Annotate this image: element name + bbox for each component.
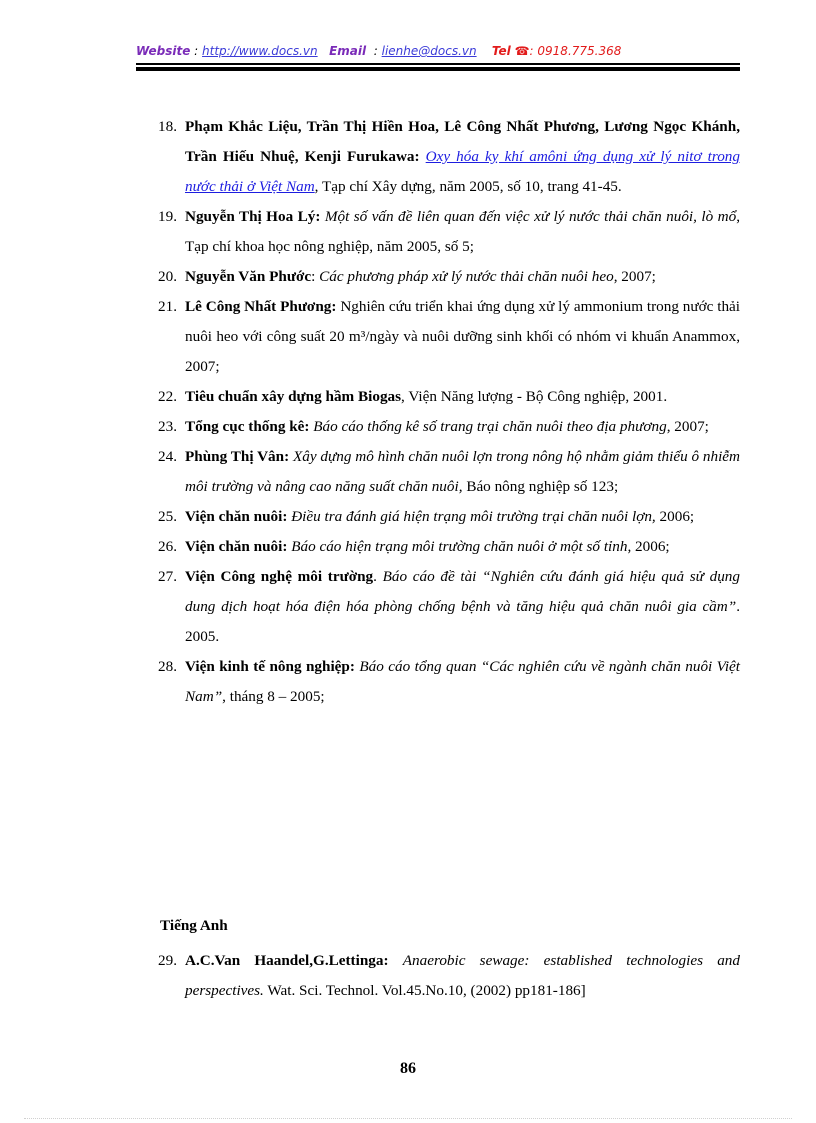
reference-title: Các phương pháp xử lý nước thải chăn nuôi heo [319,268,614,285]
reference-title: Điều tra đánh giá hiện trạng môi trường trại chăn nuôi lợn, [291,508,656,525]
reference-author: Viện chăn nuôi: [185,538,288,555]
reference-details: , 2007; [666,418,709,435]
reference-item [158,292,740,382]
reference-author: Viện Công nghệ môi trường [185,568,374,585]
reference-item [158,946,740,1006]
page-number: 86 [400,1060,416,1077]
reference-number: 19. [158,208,177,225]
reference-item [158,412,740,442]
reference-details: 2006; [635,538,670,555]
reference-title-link[interactable]: Oxy hóa kỵ khí amôni ứng dụng xử lý nitơ trong nước thải ở Việt Nam [185,148,740,195]
reference-title: Một số vấn đề liên quan đến việc xử lý nước thải chăn nuôi, lò mổ [324,208,737,225]
website-separator: : [194,44,199,58]
reference-details: 2006; [659,508,695,525]
reference-details: Wat. Sci. Technol. Vol.45.No.10, (2002) pp181-186] [267,982,586,999]
reference-number: 20. [158,268,177,285]
reference-number: 28. [158,658,177,675]
reference-number: 18. [158,118,177,135]
reference-item [158,262,740,292]
reference-details: , Tạp chí Xây dựng, năm 2005, số 10, trang 41-45. [314,178,622,195]
reference-details: . 2005. [185,598,740,645]
reference-author: Viện chăn nuôi: [185,508,288,525]
reference-title: Báo cáo đề tài “Nghiên cứu đánh giá hiệu quả sử dụng dung dịch hoạt hóa điện hóa phòng chống bệnh và tăng hiệu quả chăn nuôi gia cầm” [185,568,740,615]
email-label: Email [329,44,367,58]
reference-number: 29. [158,952,177,969]
reference-separator: : [311,268,316,285]
reference-author: Viện kinh tế nông nghiệp: [185,658,355,675]
reference-item [158,382,740,412]
reference-title: Báo cáo hiện trạng môi trường chăn nuôi ở một số tỉnh, [291,538,632,555]
reference-list [158,112,740,712]
reference-title: Báo cáo thống kê số trang trại chăn nuôi theo địa phương [313,418,667,435]
reference-number: 25. [158,508,177,525]
header-rule-thin [136,63,740,65]
reference-title: Báo cáo tổng quan “Các nghiên cứu về ngành chăn nuôi Việt Nam” [185,658,741,705]
website-link[interactable]: http://www.docs.vn [202,44,318,58]
phone-number: : 0918.775.368 [529,44,622,58]
reference-details: , tháng 8 – 2005; [222,688,325,705]
page-header [136,44,740,58]
reference-title: Xây dựng mô hình chăn nuôi lợn trong nông hộ nhằm giảm thiểu ô nhiễm môi trường và nâng cao năng suất chăn nuôi, [185,448,741,495]
reference-item [158,502,740,532]
reference-title: Anaerobic sewage: established technologies and perspectives. [185,952,740,999]
reference-number: 21. [158,298,177,315]
reference-details: Báo nông nghiệp số 123; [466,478,619,495]
reference-author: Tổng cục thống kê: [185,418,310,435]
reference-author: Tiêu chuẩn xây dựng hầm Biogas [185,388,402,405]
phone-icon: ☎ [514,44,530,58]
reference-number: 27. [158,568,177,585]
reference-author: Phùng Thị Vân: [185,448,290,465]
english-reference-list [158,946,740,1006]
email-separator: : [373,44,378,58]
header-rule-thick [136,67,740,71]
reference-author: Phạm Khắc Liệu, Trần Thị Hiền Hoa, Lê Công Nhất Phương, Lương Ngọc Khánh, Trần Hiếu Nhuệ, Kenji Furukawa: [185,118,740,165]
tel-label: Tel [491,44,511,58]
reference-item [158,112,740,202]
reference-item [158,202,740,262]
reference-details: , Tạp chí khoa học nông nghiệp, năm 2005, số 5; [185,208,740,255]
reference-author: Lê Công Nhất Phương: [185,298,337,315]
reference-number: 23. [158,418,177,435]
reference-author: A.C.Van Haandel,G.Lettinga: [185,952,389,969]
footer-dotted-rule [24,1118,792,1119]
reference-number: 26. [158,538,177,555]
reference-separator: . [373,568,377,585]
reference-details: , Viện Năng lượng - Bộ Công nghiệp, 2001. [401,388,668,405]
reference-item [158,532,740,562]
reference-item [158,442,740,502]
reference-number: 22. [158,388,177,405]
reference-item [158,652,740,712]
website-label: Website [136,44,191,58]
reference-number: 24. [158,448,177,465]
email-link[interactable]: lienhe@docs.vn [381,44,477,58]
reference-item [158,562,740,652]
reference-author: Nguyễn Văn Phước [185,268,312,285]
section-heading-english: Tiếng Anh [160,917,228,934]
reference-author: Nguyễn Thị Hoa Lý: [185,208,321,225]
reference-details: , 2007; [613,268,656,285]
reference-details: Nghiên cứu triển khai ứng dụng xử lý ammonium trong nước thải nuôi heo với công suất 20 m³/ngày và nuôi dưỡng sinh khối có nhóm vi khuẩn Anammox, 2007; [185,298,740,375]
